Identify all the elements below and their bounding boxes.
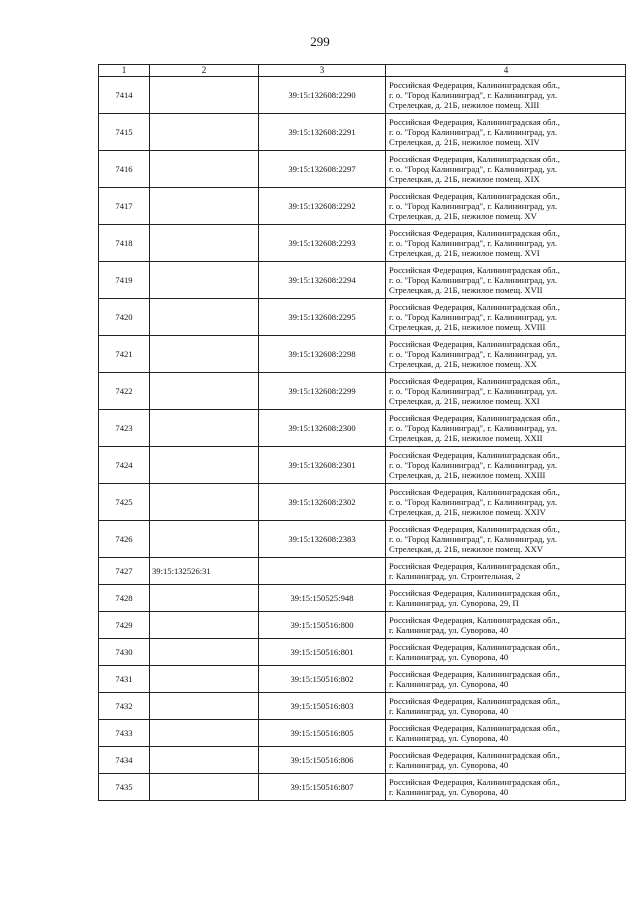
table-row: [99, 225, 626, 262]
cadastral-number-cell: 39:15:132608:2300: [259, 410, 386, 447]
table-row: [99, 639, 626, 666]
address-cell: Российская Федерация, Калининградская обл., г. о. "Город Калининград", г. Калининград, ул. Стрелецкая, д. 21Б, нежилое помещ. XXIII: [386, 447, 626, 484]
cadastral-number-cell: 39:15:150516:806: [259, 747, 386, 774]
table-row: [99, 558, 626, 585]
table-row: [99, 336, 626, 373]
address-cell: Российская Федерация, Калининградская обл., г. Калининград, ул. Суворова, 29, П: [386, 585, 626, 612]
column-header-1: 1: [99, 65, 150, 77]
address-cell: Российская Федерация, Калининградская обл., г. Калининград, ул. Суворова, 40: [386, 720, 626, 747]
table-row: [99, 666, 626, 693]
cadastral-number-cell: [150, 225, 259, 262]
page-number: 299: [310, 34, 330, 49]
table-row: [99, 774, 626, 801]
cadastral-number-cell: [150, 639, 259, 666]
row-number-cell: 7434: [99, 747, 150, 774]
table-row: [99, 612, 626, 639]
address-cell: Российская Федерация, Калининградская обл., г. Калининград, ул. Суворова, 40: [386, 639, 626, 666]
cadastral-number-cell: 39:15:132608:2302: [259, 484, 386, 521]
cadastral-number-cell: 39:15:132608:2299: [259, 373, 386, 410]
cadastral-number-cell: [150, 299, 259, 336]
address-cell: Российская Федерация, Калининградская обл., г. о. "Город Калининград", г. Калининград, ул. Стрелецкая, д. 21Б, нежилое помещ. XIII: [386, 77, 626, 114]
cadastral-number-cell: 39:15:150516:802: [259, 666, 386, 693]
address-cell: Российская Федерация, Калининградская обл., г. о. "Город Калининград", г. Калининград, ул. Стрелецкая, д. 21Б, нежилое помещ. XXV: [386, 521, 626, 558]
cadastral-number-cell: 39:15:150525:948: [259, 585, 386, 612]
cadastral-number-cell: [150, 336, 259, 373]
cadastral-number-cell: 39:15:132608:2383: [259, 521, 386, 558]
cadastral-number-cell: [150, 720, 259, 747]
address-cell: Российская Федерация, Калининградская обл., г. о. "Город Калининград", г. Калининград, ул. Стрелецкая, д. 21Б, нежилое помещ. XV: [386, 188, 626, 225]
cadastral-number-cell: [150, 114, 259, 151]
table-row: [99, 262, 626, 299]
row-number-cell: 7419: [99, 262, 150, 299]
cadastral-number-cell: 39:15:150516:805: [259, 720, 386, 747]
cadastral-number-cell: 39:15:150516:800: [259, 612, 386, 639]
registry-table: [98, 64, 626, 801]
address-cell: Российская Федерация, Калининградская обл., г. Калининград, ул. Суворова, 40: [386, 612, 626, 639]
address-cell: Российская Федерация, Калининградская обл., г. Калининград, ул. Суворова, 40: [386, 666, 626, 693]
table-row: [99, 410, 626, 447]
address-cell: Российская Федерация, Калининградская обл., г. о. "Город Калининград", г. Калининград, ул. Стрелецкая, д. 21Б, нежилое помещ. XXII: [386, 410, 626, 447]
table-row: [99, 188, 626, 225]
row-number-cell: 7428: [99, 585, 150, 612]
row-number-cell: 7427: [99, 558, 150, 585]
cadastral-number-cell: 39:15:132608:2294: [259, 262, 386, 299]
cadastral-number-cell: [150, 585, 259, 612]
table-row: [99, 693, 626, 720]
cadastral-number-cell: [150, 666, 259, 693]
cadastral-number-cell: 39:15:132608:2295: [259, 299, 386, 336]
row-number-cell: 7415: [99, 114, 150, 151]
table-row: [99, 720, 626, 747]
row-number-cell: 7430: [99, 639, 150, 666]
table-row: [99, 747, 626, 774]
table-row: [99, 77, 626, 114]
cadastral-number-cell: [150, 484, 259, 521]
cadastral-number-cell: 39:15:150516:807: [259, 774, 386, 801]
table-row: [99, 521, 626, 558]
address-cell: Российская Федерация, Калининградская обл., г. о. "Город Калининград", г. Калининград, ул. Стрелецкая, д. 21Б, нежилое помещ. XXI: [386, 373, 626, 410]
cadastral-number-cell: [150, 373, 259, 410]
table-row: [99, 373, 626, 410]
address-cell: Российская Федерация, Калининградская обл., г. о. "Город Калининград", г. Калининград, ул. Стрелецкая, д. 21Б, нежилое помещ. XXIV: [386, 484, 626, 521]
table-row: [99, 484, 626, 521]
cadastral-number-cell: 39:15:132526:31: [150, 558, 259, 585]
row-number-cell: 7433: [99, 720, 150, 747]
table-row: [99, 585, 626, 612]
cadastral-number-cell: [150, 447, 259, 484]
cadastral-number-cell: [150, 521, 259, 558]
row-number-cell: 7432: [99, 693, 150, 720]
address-cell: Российская Федерация, Калининградская обл., г. Калининград, ул. Суворова, 40: [386, 774, 626, 801]
row-number-cell: 7414: [99, 77, 150, 114]
column-header-2: 2: [150, 65, 259, 77]
row-number-cell: 7420: [99, 299, 150, 336]
row-number-cell: 7435: [99, 774, 150, 801]
cadastral-number-cell: 39:15:132608:2290: [259, 77, 386, 114]
cadastral-number-cell: 39:15:132608:2301: [259, 447, 386, 484]
row-number-cell: 7421: [99, 336, 150, 373]
address-cell: Российская Федерация, Калининградская обл., г. о. "Город Калининград", г. Калининград, ул. Стрелецкая, д. 21Б, нежилое помещ. XIV: [386, 114, 626, 151]
address-cell: Российская Федерация, Калининградская обл., г. Калининград, ул. Суворова, 40: [386, 747, 626, 774]
table-row: [99, 299, 626, 336]
row-number-cell: 7426: [99, 521, 150, 558]
cadastral-number-cell: [259, 558, 386, 585]
table-row: [99, 447, 626, 484]
address-cell: Российская Федерация, Калининградская обл., г. о. "Город Калининград", г. Калининград, ул. Стрелецкая, д. 21Б, нежилое помещ. XX: [386, 336, 626, 373]
table-row: [99, 151, 626, 188]
address-cell: Российская Федерация, Калининградская обл., г. о. "Город Калининград", г. Калининград, ул. Стрелецкая, д. 21Б, нежилое помещ. XVI: [386, 225, 626, 262]
cadastral-number-cell: [150, 77, 259, 114]
address-cell: Российская Федерация, Калининградская обл., г. о. "Город Калининград", г. Калининград, ул. Стрелецкая, д. 21Б, нежилое помещ. XVIII: [386, 299, 626, 336]
header-row: [99, 65, 626, 77]
cadastral-number-cell: [150, 188, 259, 225]
row-number-cell: 7429: [99, 612, 150, 639]
address-cell: Российская Федерация, Калининградская обл., г. Калининград, ул. Строительная, 2: [386, 558, 626, 585]
address-cell: Российская Федерация, Калининградская обл., г. Калининград, ул. Суворова, 40: [386, 693, 626, 720]
column-header-3: 3: [259, 65, 386, 77]
row-number-cell: 7431: [99, 666, 150, 693]
cadastral-number-cell: [150, 693, 259, 720]
cadastral-number-cell: [150, 612, 259, 639]
cadastral-number-cell: [150, 151, 259, 188]
address-cell: Российская Федерация, Калининградская обл., г. о. "Город Калининград", г. Калининград, ул. Стрелецкая, д. 21Б, нежилое помещ. XIX: [386, 151, 626, 188]
cadastral-number-cell: 39:15:150516:801: [259, 639, 386, 666]
row-number-cell: 7418: [99, 225, 150, 262]
row-number-cell: 7425: [99, 484, 150, 521]
row-number-cell: 7416: [99, 151, 150, 188]
row-number-cell: 7417: [99, 188, 150, 225]
column-header-4: 4: [386, 65, 626, 77]
address-cell: Российская Федерация, Калининградская обл., г. о. "Город Калининград", г. Калининград, ул. Стрелецкая, д. 21Б, нежилое помещ. XVII: [386, 262, 626, 299]
cadastral-number-cell: 39:15:132608:2292: [259, 188, 386, 225]
table-body: [99, 77, 626, 801]
cadastral-number-cell: 39:15:132608:2297: [259, 151, 386, 188]
cadastral-number-cell: [150, 410, 259, 447]
cadastral-number-cell: 39:15:150516:803: [259, 693, 386, 720]
cadastral-number-cell: [150, 774, 259, 801]
row-number-cell: 7423: [99, 410, 150, 447]
cadastral-number-cell: 39:15:132608:2291: [259, 114, 386, 151]
cadastral-number-cell: [150, 747, 259, 774]
row-number-cell: 7424: [99, 447, 150, 484]
cadastral-number-cell: 39:15:132608:2293: [259, 225, 386, 262]
table-row: [99, 114, 626, 151]
row-number-cell: 7422: [99, 373, 150, 410]
cadastral-number-cell: [150, 262, 259, 299]
cadastral-number-cell: 39:15:132608:2298: [259, 336, 386, 373]
